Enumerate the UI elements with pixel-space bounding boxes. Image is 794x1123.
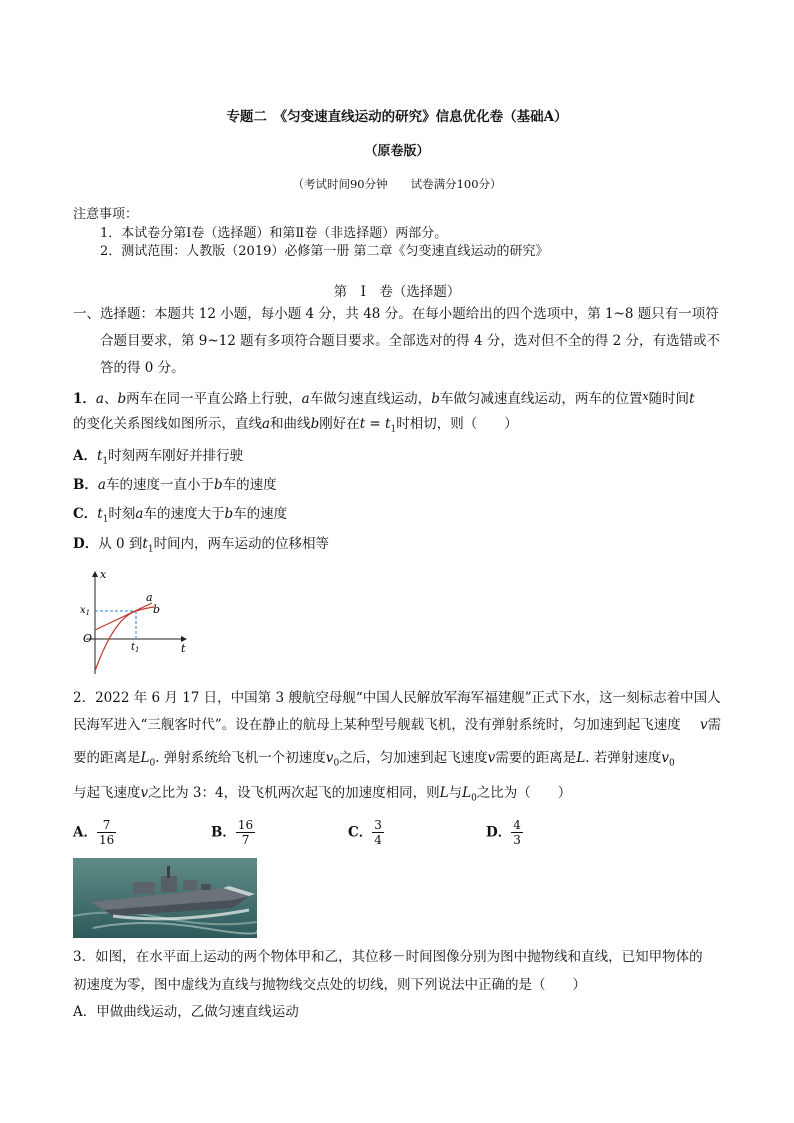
section-instructions-line: 答的得 0 分。 (100, 360, 185, 376)
question-3-line: 3．如图，在水平面上运动的两个物体甲和乙，其位移－时间图像分别为图中抛物线和直线，已知甲物体的 (73, 949, 703, 965)
exam-info: （考试时间90分钟 试卷满分100分） (292, 177, 502, 191)
option-b[interactable]: B．a车的速度一直小于b车的速度 (73, 477, 277, 493)
notes-heading: 注意事项： (73, 207, 139, 222)
y-axis-label: x (100, 568, 107, 581)
option-c[interactable]: C．$t_1$时刻a车的速度大于b车的速度 (73, 506, 288, 525)
question-2-line: 与起飞速度v之比为 3：4，设飞机两次起飞的加速度相同，则L与$L_0$之比为（ ） (73, 785, 572, 804)
option-a[interactable]: A． $\frac{7}{16}$ (73, 818, 115, 848)
option-d[interactable]: D． $\frac{4}{3}$ (486, 818, 521, 848)
section-instructions-line: 一、选择题：本题共 12 小题，每小题 4 分，共 48 分。在每小题给出的四个选项中，第 1~8 题只有一项符 (73, 306, 719, 322)
question-2-line: 民海军进入“三舰客时代”。设在静止的航母上某种型号舰载飞机，没有弹射系统时，匀加速到起飞速度 (73, 717, 681, 733)
question-1-line: 1．a、b两车在同一平直公路上行驶，a车做匀速直线运动，b车做匀减速直线运动，两车的位置$^x$随时间t (73, 390, 695, 407)
note-item: 2．测试范围：人教版（2019）必修第一册 第二章《匀变速直线运动的研究》 (100, 244, 549, 259)
question-2-line: 要的距离是$L_0$. 弹射系统给飞机一个初速度$v_0$之后，匀加速到起飞速度v需要的距离是L. 若弹射速度$v_0$ (73, 750, 675, 769)
x-axis-label: t (181, 642, 186, 655)
question-1-line: 的变化关系图线如图所示，直线a和曲线b刚好在$t = t_1$时相切，则（ ） (73, 416, 518, 435)
page-subtitle: （原卷版） (364, 144, 430, 159)
position-time-graph (78, 566, 194, 676)
option-b[interactable]: B． $\frac{16}{7}$ (211, 818, 254, 848)
origin-label: O (83, 632, 93, 645)
option-a[interactable]: A．$t_1$时刻两车刚好并排行驶 (73, 448, 244, 467)
page-title: 专题二 《匀变速直线运动的研究》信息优化卷（基础A） (226, 109, 568, 125)
note-item: 1．本试卷分第Ⅰ卷（选择题）和第Ⅱ卷（非选择题）两部分。 (100, 226, 448, 241)
option-a[interactable]: A．甲做曲线运动，乙做匀速直线运动 (73, 1004, 299, 1020)
curve-b-label: b (153, 603, 161, 616)
question-2-line: 2．2022 年 6 月 17 日，中国第 3 艘航空母舰“中国人民解放军海军福建舰”正式下水，这一刻标志着中国人 (73, 690, 721, 706)
section-instructions-line: 合题目要求，第 9~12 题有多项符合题目要求。全部选对的得 4 分，选对但不全的得 2 分，有选错或不 (100, 333, 721, 349)
question-3-line: 初速度为零，图中虚线为直线与抛物线交点处的切线，则下列说法中正确的是（ ） (73, 977, 586, 993)
option-d[interactable]: D．从 0 到$t_1$时间内，两车运动的位移相等 (73, 536, 330, 555)
option-c[interactable]: C． $\frac{3}{4}$ (348, 818, 382, 848)
line-a-label: a (146, 591, 153, 604)
warship-photo (73, 858, 257, 938)
question-2-line: v需 (700, 717, 722, 733)
line-a (95, 603, 152, 630)
x1-label: $x_1$ (80, 605, 91, 617)
t1-label: $t_1$ (131, 642, 140, 654)
section-title: 第 Ⅰ 卷（选择题） (333, 284, 461, 300)
question-number: 1． (73, 391, 96, 407)
